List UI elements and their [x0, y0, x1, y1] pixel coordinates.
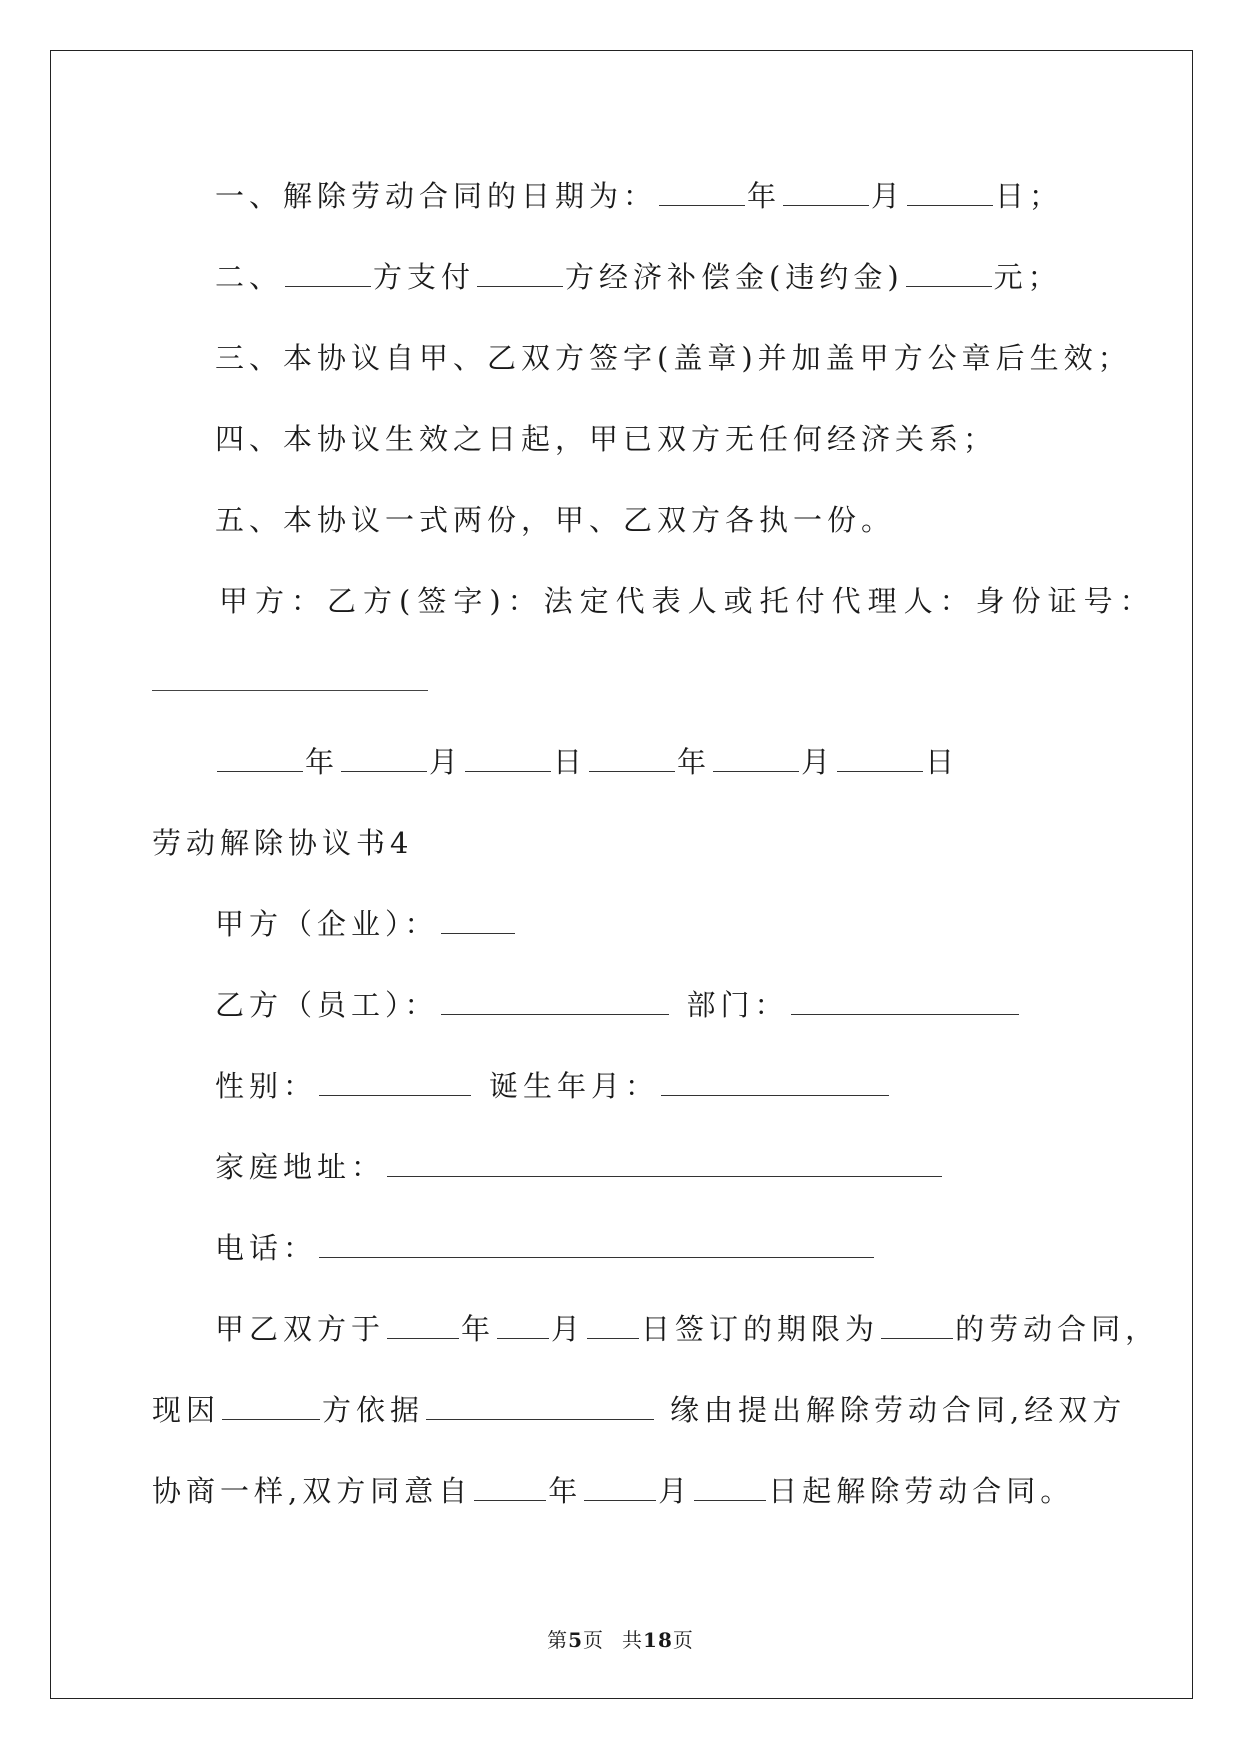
year-label: 年	[677, 745, 712, 779]
clause-2-pay: 方支付	[373, 260, 476, 294]
phone-blank[interactable]	[319, 1231, 874, 1258]
clause-2-compensation: 方经济补偿金(违约金)	[565, 260, 904, 294]
day-label: 日	[925, 745, 960, 779]
year-blank[interactable]	[474, 1474, 546, 1501]
party-a-line	[215, 904, 517, 944]
month-blank[interactable]	[341, 745, 427, 772]
contract-sentence-2	[152, 1390, 1126, 1430]
year-blank[interactable]	[659, 179, 745, 206]
year-blank[interactable]	[387, 1312, 459, 1339]
signature-line: 甲方：乙方(签字)：法定代表人或托付代理人：身份证号：	[219, 584, 1156, 618]
day-blank[interactable]	[837, 745, 923, 772]
month-blank[interactable]	[713, 745, 799, 772]
clause-2-prefix: 二、	[215, 260, 284, 294]
basis-label: 方依据	[322, 1393, 425, 1427]
party-a-label: 甲方（企业）：	[215, 907, 439, 941]
page-footer	[0, 1624, 1241, 1653]
department-label: 部门：	[686, 988, 789, 1022]
year-blank[interactable]	[589, 745, 675, 772]
contract-sentence-1	[215, 1309, 1159, 1349]
phone-line	[215, 1228, 876, 1268]
footer-total-prefix: 共	[622, 1628, 644, 1652]
reason-suffix: 缘由提出解除劳动合同,经双方	[670, 1393, 1127, 1427]
party-blank[interactable]	[222, 1393, 320, 1420]
gender-blank[interactable]	[319, 1069, 471, 1096]
address-blank[interactable]	[387, 1150, 942, 1177]
birth-label: 诞生年月：	[489, 1069, 660, 1103]
year-label: 年	[461, 1312, 496, 1346]
month-label: 月	[871, 179, 906, 213]
basis-blank[interactable]	[426, 1393, 654, 1420]
agree-prefix: 协商一样,双方同意自	[152, 1474, 473, 1508]
clause-1	[215, 176, 1063, 216]
agree-suffix: 日起解除劳动合同。	[768, 1474, 1075, 1508]
party-a-blank[interactable]	[441, 907, 515, 934]
day-blank[interactable]	[694, 1474, 766, 1501]
gender-label: 性别：	[215, 1069, 318, 1103]
amount-blank[interactable]	[906, 260, 992, 287]
payee-blank[interactable]	[477, 260, 563, 287]
address-line	[215, 1147, 944, 1187]
page-border	[50, 50, 1193, 1699]
page-number: 5	[568, 1628, 584, 1652]
clause-5: 五、本协议一式两份，甲、乙双方各执一份。	[215, 503, 896, 537]
footer-prefix: 第	[547, 1628, 569, 1652]
clause-2	[215, 257, 1062, 297]
total-pages: 18	[643, 1628, 673, 1652]
year-label: 年	[747, 179, 782, 213]
contract-prefix: 甲乙双方于	[215, 1312, 386, 1346]
year-label: 年	[548, 1474, 583, 1508]
day-label: 日；	[995, 179, 1064, 213]
address-label: 家庭地址：	[215, 1150, 386, 1184]
month-label: 月	[551, 1312, 586, 1346]
id-number-blank[interactable]	[152, 690, 428, 691]
day-blank[interactable]	[465, 745, 551, 772]
footer-page-unit: 页	[583, 1628, 605, 1652]
clause-3: 三、本协议自甲、乙双方签字(盖章)并加盖甲方公章后生效；	[215, 341, 1132, 375]
clause-4: 四、本协议生效之日起，甲已双方无任何经济关系；	[215, 422, 998, 456]
month-label: 月	[658, 1474, 693, 1508]
month-blank[interactable]	[497, 1312, 549, 1339]
footer-total-unit: 页	[672, 1628, 694, 1652]
month-blank[interactable]	[783, 179, 869, 206]
clause-2-unit: 元；	[993, 260, 1062, 294]
section-title: 劳动解除协议书4	[152, 826, 414, 860]
term-blank[interactable]	[881, 1312, 953, 1339]
party-b-line	[215, 985, 1021, 1025]
day-label: 日	[553, 745, 588, 779]
reason-prefix: 现因	[152, 1393, 221, 1427]
month-blank[interactable]	[584, 1474, 656, 1501]
party-b-label: 乙方（员工）：	[215, 988, 439, 1022]
term-label: 日签订的期限为	[641, 1312, 880, 1346]
year-label: 年	[305, 745, 340, 779]
payer-blank[interactable]	[285, 260, 371, 287]
clause-1-text: 一、解除劳动合同的日期为：	[215, 179, 658, 213]
day-blank[interactable]	[587, 1312, 639, 1339]
month-label: 月	[801, 745, 836, 779]
party-b-blank[interactable]	[441, 988, 669, 1015]
year-blank[interactable]	[217, 745, 303, 772]
phone-label: 电话：	[215, 1231, 318, 1265]
day-blank[interactable]	[907, 179, 993, 206]
contract-sentence-3	[152, 1471, 1074, 1511]
month-label: 月	[429, 745, 464, 779]
birth-blank[interactable]	[661, 1069, 889, 1096]
department-blank[interactable]	[791, 988, 1019, 1015]
contract-suffix: 的劳动合同，	[955, 1312, 1160, 1346]
date-line	[215, 742, 959, 782]
gender-line	[215, 1066, 891, 1106]
